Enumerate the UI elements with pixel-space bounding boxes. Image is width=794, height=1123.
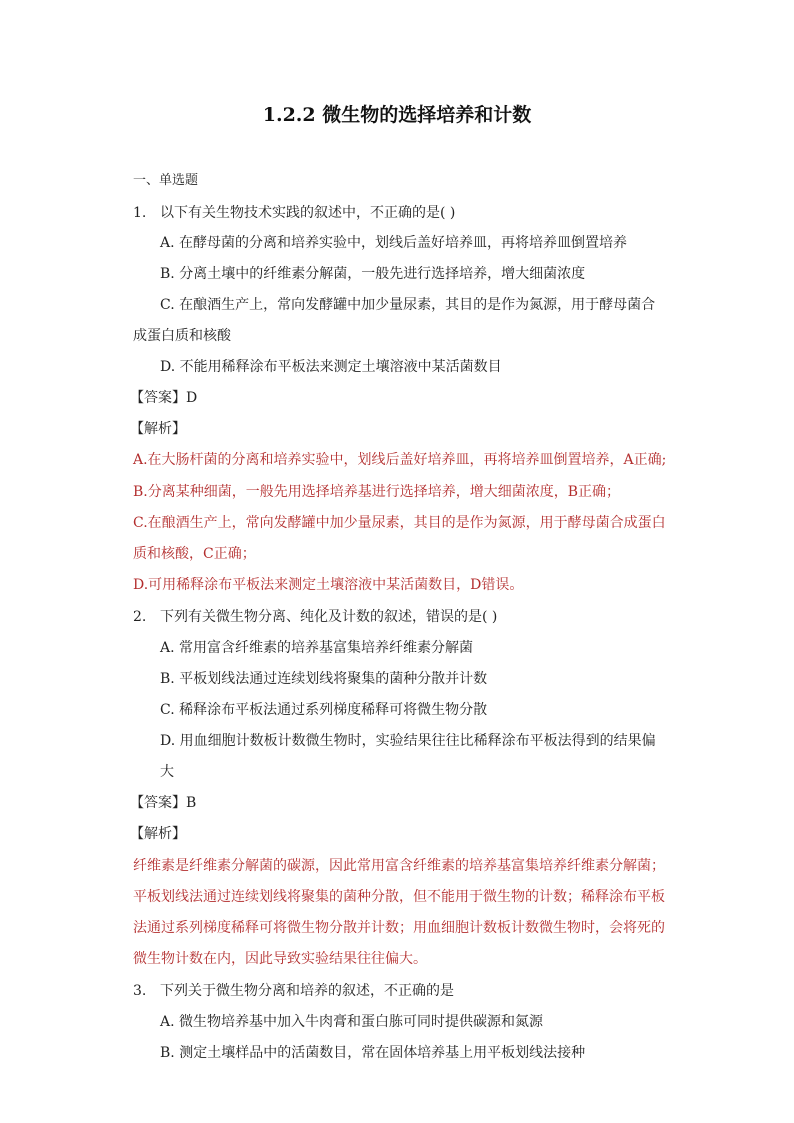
question-1-explanation-line: D.可用稀释涂布平板法来测定土壤溶液中某活菌数目，D错误。 [133, 577, 524, 593]
question-1-option-c: C. 在酿酒生产上，常向发酵罐中加少量尿素，其目的是作为氮源，用于酵母菌合 [160, 297, 656, 313]
question-2-number: 2. [133, 609, 147, 625]
question-2-explanation-line: 平板划线法通过连续划线将聚集的菌种分散，但不能用于微生物的计数；稀释涂布平板 [133, 889, 665, 905]
question-1-analysis-label: 【解析】 [130, 421, 186, 437]
question-2-option-d-continued: 大 [160, 764, 174, 780]
question-2-text: 下列有关微生物分离、纯化及计数的叙述，错误的是( ) [160, 609, 498, 625]
question-1-option-d: D. 不能用稀释涂布平板法来测定土壤溶液中某活菌数目 [160, 359, 502, 375]
question-2-explanation-line: 纤维素是纤维素分解菌的碳源，因此常用富含纤维素的培养基富集培养纤维素分解菌； [133, 858, 665, 874]
question-2-analysis-label: 【解析】 [130, 826, 186, 842]
question-3-number: 3. [133, 983, 147, 999]
question-2-explanation-line: 微生物计数在内，因此导致实验结果往往偏大。 [133, 951, 427, 967]
document-title: 1.2.2 微生物的选择培养和计数 [262, 104, 532, 126]
question-3-option-b: B. 测定土壤样品中的活菌数目，常在固体培养基上用平板划线法接种 [160, 1045, 586, 1061]
question-2-explanation-line: 法通过系列梯度稀释可将微生物分散并计数；用血细胞计数板计数微生物时，会将死的 [133, 920, 665, 936]
question-2-option-d: D. 用血细胞计数板计数微生物时，实验结果往往比稀释涂布平板法得到的结果偏 [160, 733, 656, 749]
question-1-answer: 【答案】D [130, 390, 198, 406]
question-2-option-a: A. 常用富含纤维素的培养基富集培养纤维素分解菌 [160, 640, 474, 656]
question-3-option-a: A. 微生物培养基中加入牛肉膏和蛋白胨可同时提供碳源和氮源 [160, 1014, 544, 1030]
question-2-option-b: B. 平板划线法通过连续划线将聚集的菌种分散并计数 [160, 671, 488, 687]
question-1-option-c-continued: 成蛋白质和核酸 [133, 328, 231, 344]
question-1-number: 1. [133, 205, 147, 221]
question-3-text: 下列关于微生物分离和培养的叙述，不正确的是 [160, 983, 454, 999]
question-1-explanation-line: C.在酿酒生产上，常向发酵罐中加少量尿素，其目的是作为氮源，用于酵母菌合成蛋白 [133, 515, 666, 531]
question-1-text: 以下有关生物技术实践的叙述中，不正确的是( ) [160, 205, 456, 221]
question-1-explanation-line: A.在大肠杆菌的分离和培养实验中，划线后盖好培养皿，再将培养皿倒置培养，A正确; [133, 452, 667, 468]
question-1-explanation-line: 质和核酸，C正确； [133, 546, 256, 562]
question-1-option-a: A. 在酵母菌的分离和培养实验中，划线后盖好培养皿，再将培养皿倒置培养 [160, 235, 628, 251]
question-2-option-c: C. 稀释涂布平板法通过系列梯度稀释可将微生物分散 [160, 702, 488, 718]
section-heading: 一、单选题 [133, 173, 199, 188]
question-1-explanation-line: B.分离某种细菌，一般先用选择培养基进行选择培养，增大细菌浓度，B正确； [133, 484, 621, 500]
question-2-answer: 【答案】B [130, 795, 197, 811]
question-1-option-b: B. 分离土壤中的纤维素分解菌，一般先进行选择培养，增大细菌浓度 [160, 266, 586, 282]
